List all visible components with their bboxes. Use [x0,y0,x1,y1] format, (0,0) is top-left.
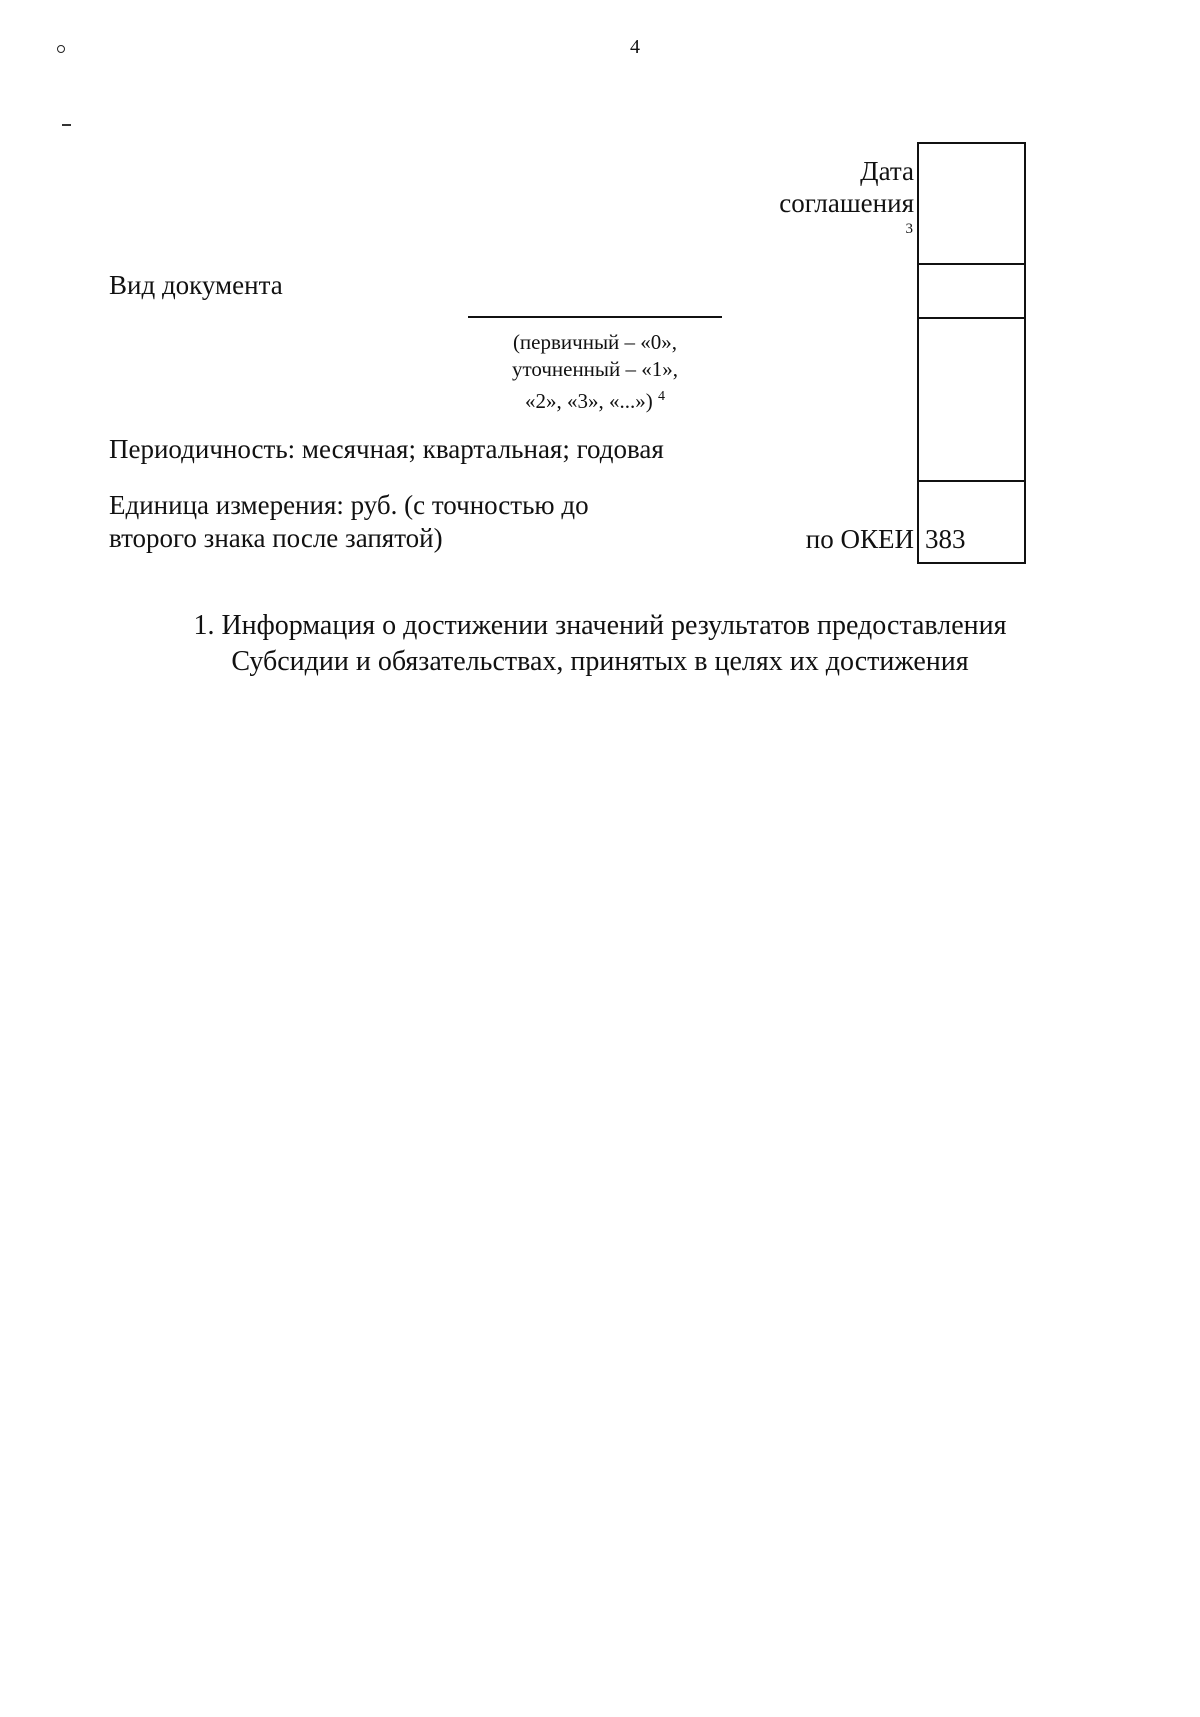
document-type-hint-line2: уточненный – «1», [511,357,679,381]
scan-artifact-dash [62,124,71,126]
agreement-date-cell [919,144,1024,265]
document-type-label: Вид документа [109,270,283,300]
okei-label: по ОКЕИ [805,524,914,554]
page-number: 4 [630,36,640,58]
okei-code-cell: 383 [925,524,966,554]
codes-column [917,142,1026,564]
agreement-date-label [779,155,914,219]
scan-artifact-dot [57,45,65,53]
document-type-hint-line3 [468,383,722,415]
document-type-footnote: 4 [658,389,665,404]
agreement-date-footnote: 3 [905,221,913,237]
section-heading-line2: Субсидии и обязательствах, принятых в целях их достижения [231,646,969,677]
unit-of-measure-line1: Единица измерения: руб. (с точностью до [109,490,589,520]
document-type-hint-line1: (первичный – «0», [512,330,678,354]
agreement-date-label-line1: Дата [860,156,914,186]
periodicity-text: Периодичность: месячная; квартальная; годовая [109,434,664,464]
agreement-date-label-line2: соглашения [779,188,914,218]
document-type-cell [919,265,1024,319]
document-type-hint [468,329,722,415]
unit-of-measure-line2: второго знака после запятой) [109,523,443,553]
document-type-hint-line3-text: «2», «3», «...») [525,389,653,413]
periodicity-cell [919,319,1024,482]
section-heading-line1: 1. Информация о достижении значений результатов предоставления [193,610,1007,641]
section-heading [100,608,1100,680]
document-type-fill-line [468,316,722,318]
